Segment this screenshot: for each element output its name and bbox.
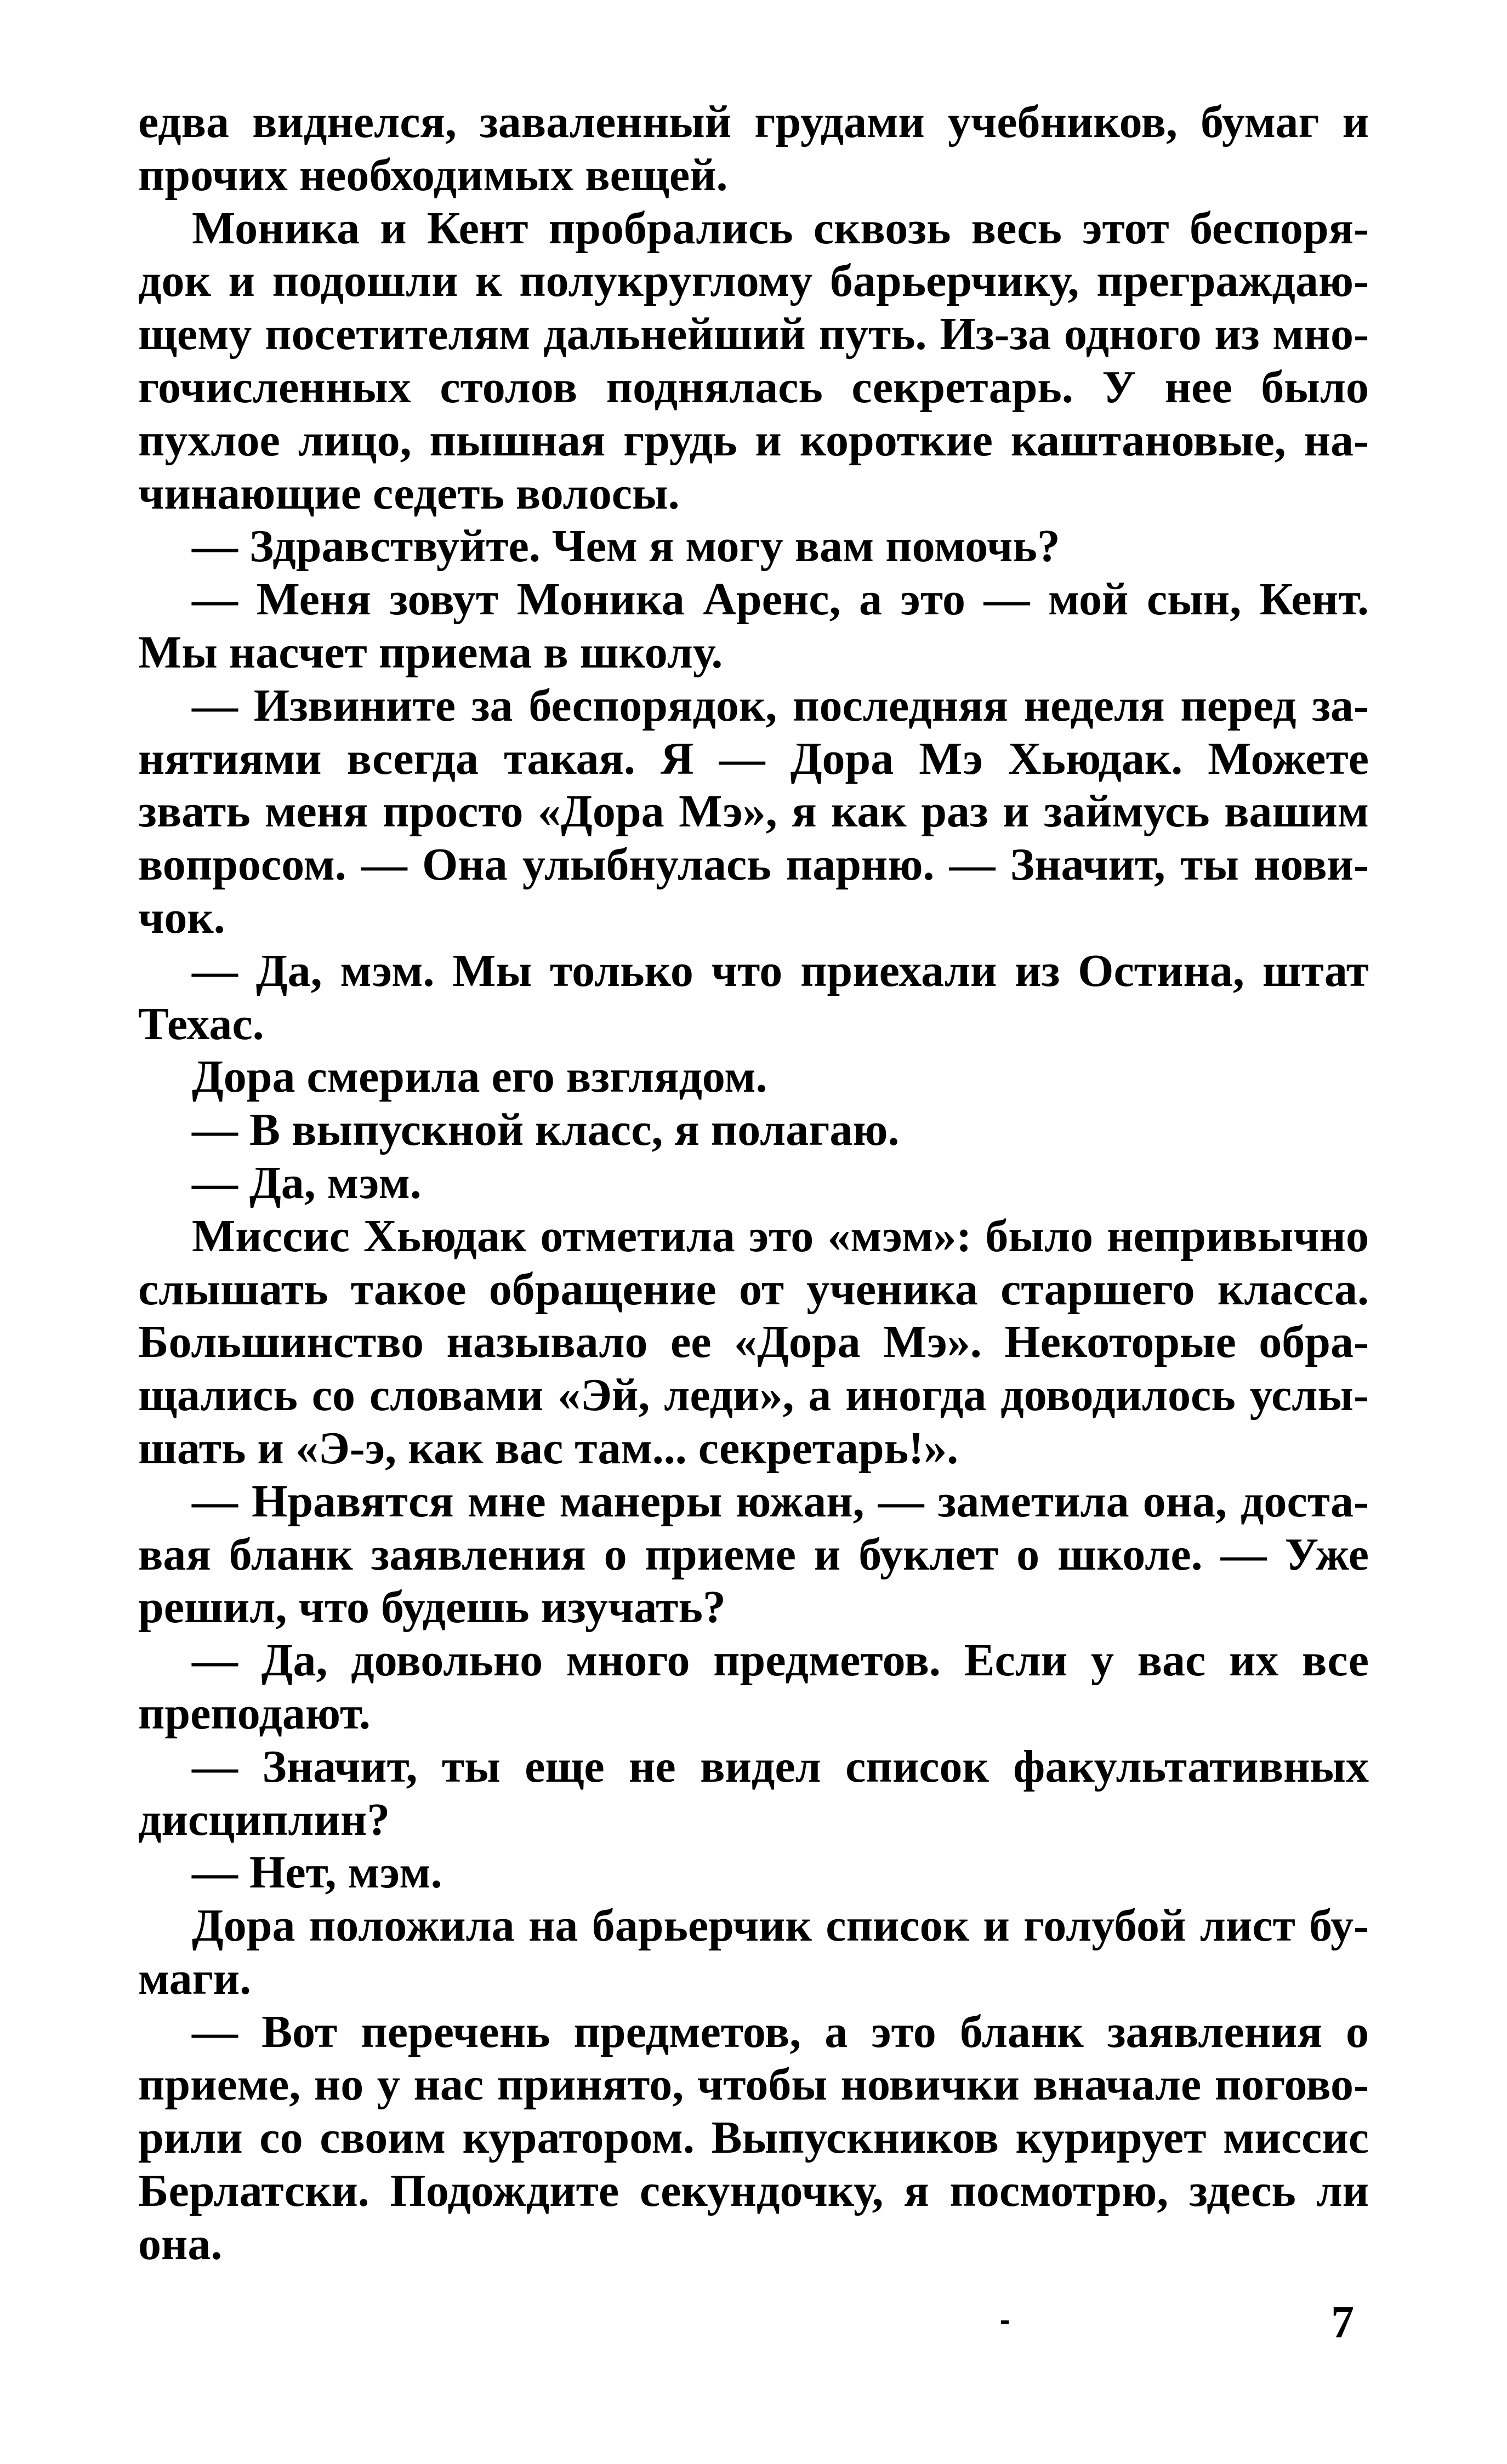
text-line: Дора смерила его взглядом.	[192, 1051, 767, 1103]
text-line: Техас.	[138, 998, 264, 1050]
text-line: чок.	[138, 892, 225, 943]
text-line: прочих необходимых вещей.	[138, 149, 728, 201]
text-line: Миссис Хьюдак отметила это «мэм»: было непривычно	[192, 1210, 1369, 1262]
body-text	[138, 96, 1369, 2271]
text-line: — Меня зовут Моника Аренс, а это — мой сын, Кент.	[192, 574, 1369, 625]
text-line: нятиями всегда такая. Я — Дора Мэ Хьюдак. Можете	[138, 733, 1369, 784]
text-line: док и подошли к полукруглому барьерчику, преграждаю-	[138, 255, 1369, 307]
text-line: — Нравятся мне манеры южан, — заметила она, доста-	[192, 1475, 1369, 1527]
text-line: чинающие седеть волосы.	[138, 467, 680, 519]
text-line: — Да, мэм. Мы только что приехали из Остина, штат	[192, 945, 1369, 996]
text-line: — Нет, мэм.	[192, 1847, 442, 1898]
text-line: Мы насчет приема в школу.	[138, 626, 723, 678]
text-line: Берлатски. Подождите секундочку, я посмотрю, здесь ли	[138, 2165, 1369, 2217]
text-line: — Да, мэм.	[192, 1157, 422, 1208]
text-line: дисциплин?	[138, 1794, 390, 1845]
text-line: она.	[138, 2218, 223, 2269]
text-line: Большинство называло ее «Дора Мэ». Некоторые обра-	[138, 1316, 1369, 1368]
text-line: вопросом. — Она улыбнулась парню. — Значит, ты нови-	[138, 839, 1369, 891]
text-line: — Извините за беспорядок, последняя неделя перед за-	[192, 680, 1369, 731]
text-line: — Здравствуйте. Чем я могу вам помочь?	[192, 521, 1060, 572]
text-line: преподают.	[138, 1687, 371, 1739]
text-line: приеме, но у нас принято, чтобы новички вначале погово-	[138, 2059, 1369, 2111]
text-line: решил, что будешь изучать?	[138, 1582, 726, 1633]
text-line: Дора положила на барьерчик список и голубой лист бу-	[192, 1900, 1369, 1952]
print-mark	[1001, 2320, 1009, 2324]
text-line: — Вот перечень предметов, а это бланк заявления о	[192, 2006, 1369, 2057]
text-line: пухлое лицо, пышная грудь и короткие каштановые, на-	[138, 414, 1369, 466]
text-line: рили со своим куратором. Выпускников курирует миссис	[138, 2112, 1369, 2164]
text-line: маги.	[138, 1953, 252, 2004]
text-line: Моника и Кент пробрались сквозь весь этот беспоря-	[192, 202, 1369, 254]
text-line: — Да, довольно много предметов. Если у вас их все	[192, 1635, 1369, 1686]
page-number: 7	[1331, 2297, 1354, 2348]
text-line: звать меня просто «Дора Мэ», я как раз и займусь вашим	[138, 786, 1369, 837]
text-line: слышать такое обращение от ученика старшего класса.	[138, 1263, 1369, 1315]
text-line: — Значит, ты еще не видел список факультативных	[192, 1741, 1369, 1792]
text-line: гочисленных столов поднялась секретарь. У нее было	[138, 361, 1369, 413]
text-line: — В выпускной класс, я полагаю.	[192, 1104, 900, 1156]
text-line: едва виднелся, заваленный грудами учебников, бумаг и	[138, 96, 1369, 147]
text-line: щались со словами «Эй, леди», а иногда доводилось услы-	[138, 1370, 1369, 1421]
text-line: шать и «Э-э, как вас там... секретарь!».	[138, 1422, 959, 1474]
text-line: щему посетителям дальнейший путь. Из-за одного из мно-	[138, 309, 1369, 360]
text-line: вая бланк заявления о приеме и буклет о школе. — Уже	[138, 1528, 1369, 1580]
